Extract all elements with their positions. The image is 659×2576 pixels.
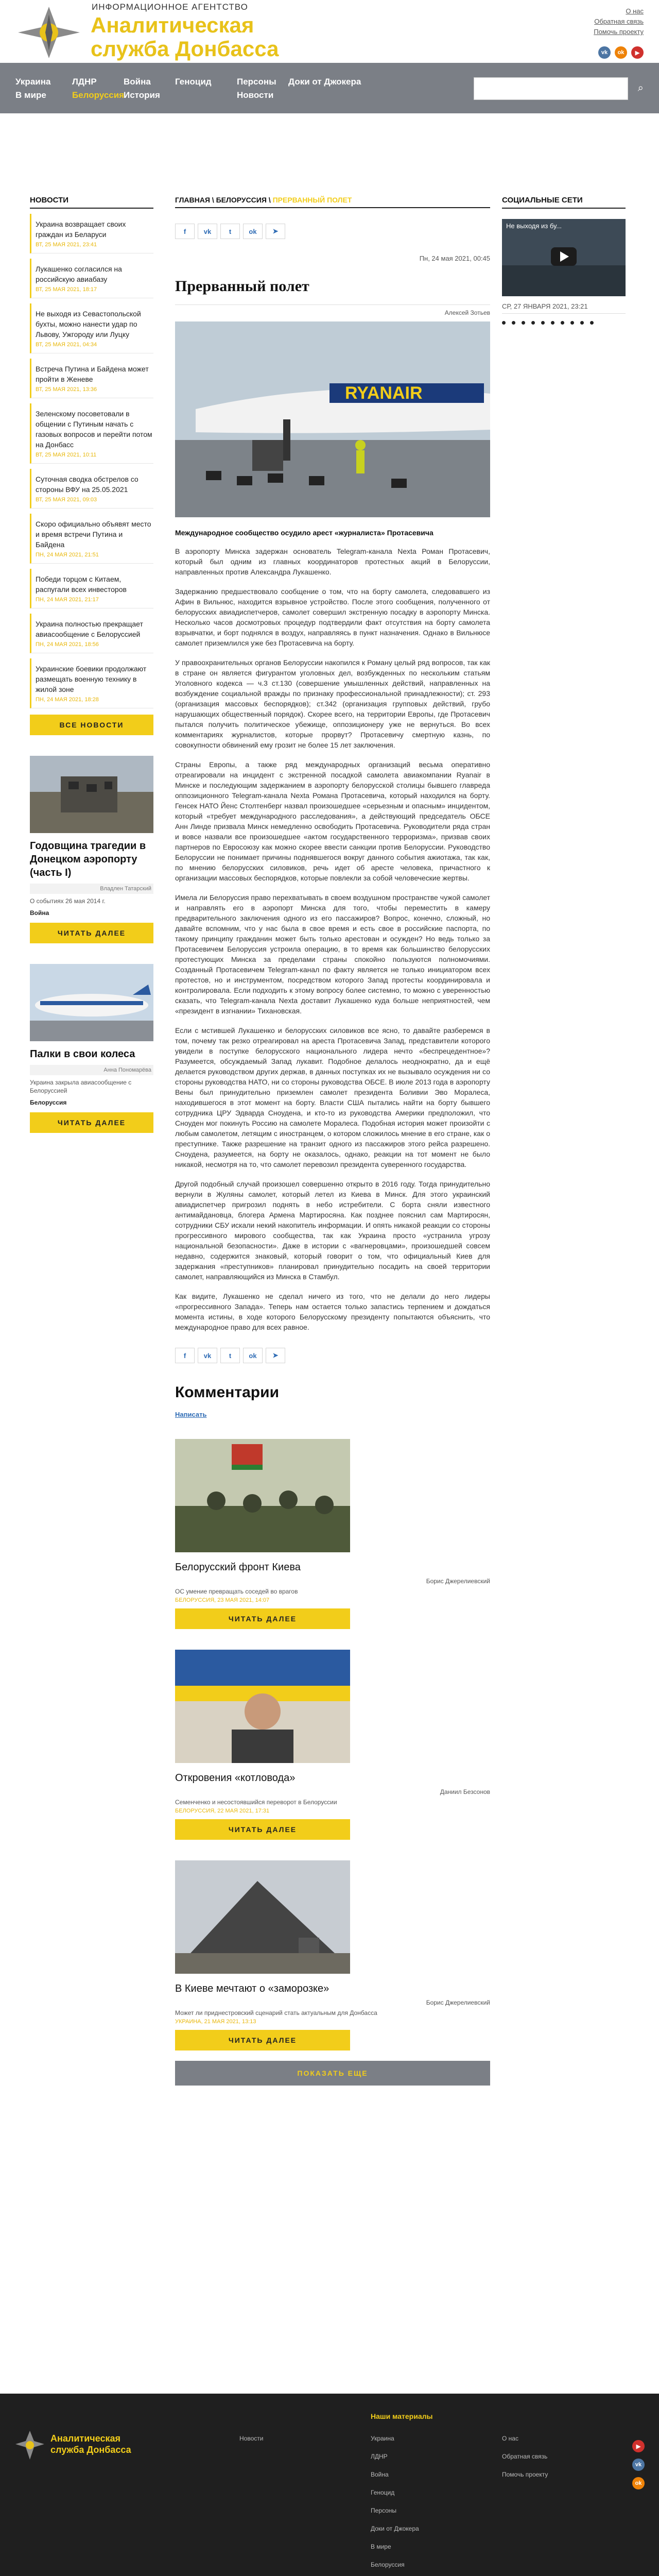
show-more-button[interactable]: ПОКАЗАТЬ ЕЩЕ: [175, 2061, 490, 2086]
footer-link[interactable]: Помочь проекту: [502, 2471, 548, 2478]
news-item-date: ПН, 24 МАЯ 2021, 18:56: [36, 641, 99, 648]
article-paragraph: В аэропорту Минска задержан основатель Telegram-канала Nexta Роман Протасевич, который был одним из главных координаторов протестных акций в Белоруссии, направленных против Александра Лукашенко.: [175, 547, 490, 576]
breadcrumb-home[interactable]: ГЛАВНАЯ: [175, 196, 210, 204]
nav-world[interactable]: В мире: [15, 90, 46, 100]
vk-icon[interactable]: vk: [198, 1348, 217, 1363]
article-paragraph: Другой подобный случай произошел совершенно открыто в 2016 году. Тогда принудительно вернули в Жуляны самолет, который летел из Киева в Минск. Для этого украинский авиадиспетчер пригрозил поднять в небо истребители. С борта сняли известного антимайдановца, блогера Армена Мартиросяна. Как позднее пояснил сам Мартиросян, сотрудники СБУ искали некий накопитель информации. И опять никакой реакции со стороны прогрессивного мирового сообщества, так как Украина просто «устранила угрозу национальной безопасности». Даже в истории с «вагнеровцами», произошедшей совсем недавно, содержится знаковый, который говорит о том, что официальный Киев для задержания «преступников» планировал принудительно посадить на своей территории самолет, направляющийся из Минска в Стамбул.: [175, 1180, 490, 1281]
news-sidebar: [30, 196, 153, 1133]
read-more-button[interactable]: ЧИТАТЬ ДАЛЕЕ: [30, 923, 153, 943]
card-tag[interactable]: Война: [30, 909, 49, 917]
related-text: ОС умение превращать соседей во врагов: [175, 1588, 298, 1595]
card-image[interactable]: [30, 964, 153, 1041]
divider: [175, 304, 490, 305]
card-author: Анна Пономарёва: [30, 1065, 153, 1075]
carousel-dot[interactable]: [580, 321, 584, 325]
footer-link[interactable]: Новости: [239, 2435, 264, 2442]
carousel-dot[interactable]: [541, 321, 545, 325]
ok-icon[interactable]: ok: [243, 1348, 263, 1363]
news-heading: НОВОСТИ: [30, 196, 153, 209]
article-body: [175, 546, 490, 1332]
card-text: О событиях 26 мая 2014 г.: [30, 897, 106, 905]
feedback-link[interactable]: Обратная связь: [594, 18, 644, 25]
nav-ldnr[interactable]: ЛДНР: [72, 77, 97, 87]
main-nav: [0, 63, 659, 113]
footer-materials-heading: Наши материалы: [371, 2412, 433, 2420]
article-paragraph: Страны Европы, а также ряд международных организаций весьма оперативно отреагировали на инцидент с экстренной посадкой самолета авиакомпании Ryanair в Минске и последующим задержанием в аэропорту белорусской столицы бывшего главреда оппозиционного Telegram-канала Nexta Романа Протасевича, который находился на борту. Генсек НАТО Йенс Столтенберг назвал произошедшее «серьезным и опасным» инцидентом, который «требует международного расследования», а действующий председатель ОБСЕ Анн Линде призвала Минск немедленно освободить Протасевича. Руководители ряда стран и вовсе назвали все произошедшее «актом государственного терроризма», призвав своих партнеров по Евросоюзу как можно скорее ввести санкции против Белоруссии. Руководство Белоруссии не понимает причины поднявшегося вокруг данного события ажиотажа, так как, по мнению белорусских силовиков, речь идет об аресте человека, причастного к организации массовых беспорядков, которые повлекли за собой человеческие жертвы.: [175, 760, 490, 882]
nav-war[interactable]: Война: [124, 77, 151, 87]
all-news-button[interactable]: ВСЕ НОВОСТИ: [30, 715, 153, 735]
footer-col-2: [371, 2430, 419, 2576]
agency-logo[interactable]: [15, 4, 82, 61]
ok-icon[interactable]: ok: [615, 46, 627, 59]
carousel-dot[interactable]: [502, 321, 506, 325]
article-paragraph: У правоохранительных органов Белоруссии накопился к Роману целый ряд вопросов, так как в стране он является фигурантом уголовных дел, возбужденных по нескольким статьям Уголовного кодекса — ч.3 ст.130 (совершение умышленных действий, направленных на возбуждение социальной вражды по признаку профессиональной принадлежности); ст. 293 (организация массовых беспорядков); ст.342 (организация групповых действий, грубо нарушающих общественный порядок). Скорее всего, на территории Европы, где Протасевич пытался получить политическое убежище, оппозиционеру уже не вернуться. Во всех комментариях журналистов, которые прорвут? Протасевичу смертную казнь, по совокупности обвинений ему грозит не более 15 лет заключения.: [175, 658, 490, 749]
agency-label: ИНФОРМАЦИОННОЕ АГЕНТСТВО: [92, 2, 248, 12]
twitter-icon[interactable]: t: [220, 224, 240, 239]
nav-belarus[interactable]: Белоруссия: [72, 90, 125, 100]
facebook-icon[interactable]: f: [175, 1348, 195, 1363]
card-tag[interactable]: Белоруссия: [30, 1099, 67, 1106]
news-item-date: ПН, 24 МАЯ 2021, 18:28: [36, 697, 99, 703]
card-author: Владлен Татарский: [30, 884, 153, 894]
vk-icon[interactable]: vk: [598, 46, 611, 59]
breadcrumb-separator: \: [268, 196, 273, 204]
news-item[interactable]: [30, 614, 153, 653]
donate-link[interactable]: Помочь проекту: [594, 28, 644, 36]
news-item-date: ВТ, 25 МАЯ 2021, 04:34: [36, 342, 97, 348]
news-item-date: ВТ, 25 МАЯ 2021, 18:17: [36, 286, 97, 293]
carousel-dot[interactable]: [551, 321, 554, 325]
vk-icon[interactable]: vk: [632, 2459, 645, 2471]
article-paragraph: Как видите, Лукашенко не сделал ничего из того, что не делали до него лидеры «прогрессивного Запада». Теперь нам остается только запастись терпением и дождаться момента истины, в ходе которого Белорусскому президенту попытаются объяснить, что международное право для всех равное.: [175, 1292, 490, 1331]
footer-link[interactable]: ЛДНР: [371, 2453, 388, 2460]
news-item[interactable]: [30, 514, 153, 564]
footer-logo[interactable]: [14, 2430, 148, 2461]
ok-icon[interactable]: ok: [632, 2477, 645, 2489]
article-title: Прерванный полет: [175, 278, 309, 295]
site-header: [0, 0, 659, 63]
youtube-icon[interactable]: ▶: [631, 46, 644, 59]
header-socials: [598, 46, 644, 59]
news-item-title[interactable]: Зеленскому посоветовали в общении с Путиным начать с газовых вопросов и перейти потом на Донбасс: [36, 410, 152, 449]
news-item-title[interactable]: Украина возвращает своих граждан из Беларуси: [36, 220, 126, 239]
footer-brand-line-2: служба Донбасса: [50, 2445, 131, 2455]
article-paragraph: Задержанию предшествовало сообщение о том, что на борту самолета, следовавшего из Афин в Вильнюс, находится взрывное устройство. После этого сообщения, полученного от белорусских авиадиспетчеров, самолет совершил экстренную посадку в аэропорту Минска. Несколько часов досмотровых процедур подтвердили факт отсутствия на борту самолета взрывчатки, и борт поднялся в воздух, направляясь в пункт назначения. Однако в Вильнюсе самолет приземлился уже без Протасевича на борту.: [175, 587, 490, 647]
card-image[interactable]: [30, 756, 153, 833]
related-text: Семенченко и несостоявшийся переворот в Белоруссии: [175, 1799, 337, 1806]
footer-link[interactable]: Война: [371, 2471, 389, 2478]
video-date: СР, 27 ЯНВАРЯ 2021, 23:21: [502, 302, 626, 314]
search-icon[interactable]: ⌕: [637, 82, 644, 94]
related-article: [175, 1439, 490, 1629]
news-item-title[interactable]: Украина полностью прекращает авиасообщение с Белоруссией: [36, 620, 143, 638]
about-link[interactable]: О нас: [626, 7, 644, 15]
carousel-dot[interactable]: [512, 321, 515, 325]
read-more-button[interactable]: ЧИТАТЬ ДАЛЕЕ: [175, 1819, 350, 1840]
write-comment-link[interactable]: Написать: [175, 1411, 207, 1418]
news-item[interactable]: [30, 403, 153, 464]
footer-link[interactable]: Геноцид: [371, 2489, 395, 2496]
news-item-date: ВТ, 25 МАЯ 2021, 23:41: [36, 242, 97, 248]
footer-link[interactable]: В мире: [371, 2543, 391, 2550]
carousel-dots: [502, 321, 626, 325]
footer-link[interactable]: Украина: [371, 2435, 394, 2442]
page-main: [0, 113, 659, 2394]
publish-date: Пн, 24 мая 2021, 00:45: [419, 255, 490, 262]
related-title[interactable]: Откровения «котловода»: [175, 1772, 296, 1784]
card-text: Украина закрыла авиасообщение с Белоруссией: [30, 1079, 132, 1094]
news-item-date: ВТ, 25 МАЯ 2021, 13:36: [36, 386, 97, 393]
news-item[interactable]: [30, 259, 153, 298]
share-buttons-bottom: [175, 1348, 490, 1363]
brand-line-2: служба Донбасса: [91, 37, 279, 61]
social-sidebar: [502, 196, 626, 325]
news-item[interactable]: [30, 469, 153, 509]
related-title[interactable]: В Киеве мечтают о «заморозке»: [175, 1983, 330, 1994]
video-title: Не выходя из бу...: [506, 222, 562, 230]
news-item-title[interactable]: Встреча Путина и Байдена может пройти в Женеве: [36, 365, 149, 383]
news-list: [30, 214, 153, 708]
footer-link[interactable]: Обратная связь: [502, 2453, 548, 2460]
footer-link[interactable]: Белоруссия: [371, 2561, 405, 2568]
related-image[interactable]: [175, 1650, 350, 1763]
carousel-dot[interactable]: [570, 321, 574, 325]
image-caption: Международное сообщество осудило арест «журналиста» Протасевича: [175, 529, 433, 537]
nav-news[interactable]: Новости: [237, 90, 274, 100]
news-item[interactable]: [30, 359, 153, 398]
video-embed[interactable]: [502, 219, 626, 296]
news-item-title[interactable]: Победи торцом с Китаем, распугали всех инвесторов: [36, 575, 127, 594]
news-item[interactable]: [30, 303, 153, 353]
facebook-icon[interactable]: f: [175, 224, 195, 239]
article-paragraph: Имела ли Белоруссия право перехватывать в своем воздушном пространстве чужой самолет и направлять его в аэропорт Минска для того, чтобы переместить в камеру предварительного заключения одного из его пассажиров? Вопрос, конечно, сложный, но давайте вспомним, что у нас была в свое время и есть свое в российские паспорта, по такому принципу гражданин может быть только арестован и осужден? Но ведь только за Протасевичем Белоруссия устроила операцию, в то время как большинство белорусских протестующих Минска за пределами страны спокойно пользуются полномочиями. Созданный Протасевичем Telegram-канал по факту является не только инициатором всех протестов, но и инструментом, посредством которого Запад протесты координировала и контролировала. Если подходить к этому вопросу более системно, то можно с уверенностью сказать, что Telegram-канала Nexta доставит Лукашенко куда больше неприятностей, чем «президент в изгнании» Тихановская.: [175, 893, 490, 1015]
telegram-icon[interactable]: ➤: [266, 1348, 285, 1363]
carousel-dot[interactable]: [531, 321, 535, 325]
nav-joker-docs[interactable]: Доки от Джокера: [288, 77, 361, 87]
brand-line-1: Аналитическая: [91, 13, 254, 37]
footer-link[interactable]: Персоны: [371, 2507, 397, 2514]
article-hero-image: [175, 321, 490, 517]
top-links: [594, 6, 644, 37]
related-image[interactable]: [175, 1439, 350, 1552]
brand-title[interactable]: [91, 13, 279, 61]
nav-genocide[interactable]: Геноцид: [175, 77, 212, 87]
breadcrumb-section[interactable]: БЕЛОРУССИЯ: [216, 196, 267, 204]
article: [175, 196, 490, 2086]
related-text: Может ли приднестровский сценарий стать актуальным для Донбасса: [175, 2009, 377, 2016]
card-title[interactable]: Годовщина трагедии в Донецком аэропорту (часть I): [30, 840, 146, 878]
news-item-title[interactable]: Скоро официально объявят место и время встречи Путина и Байдена: [36, 520, 151, 549]
footer-socials: [632, 2440, 645, 2489]
nav-persons[interactable]: Персоны: [237, 77, 276, 87]
article-author[interactable]: Алексей Зотьев: [444, 309, 490, 316]
youtube-icon[interactable]: ▶: [632, 2440, 645, 2452]
sidebar-card-1: [30, 756, 153, 943]
read-more-button[interactable]: ЧИТАТЬ ДАЛЕЕ: [175, 2030, 350, 2050]
read-more-button[interactable]: ЧИТАТЬ ДАЛЕЕ: [30, 1112, 153, 1133]
read-more-button[interactable]: ЧИТАТЬ ДАЛЕЕ: [175, 1608, 350, 1629]
breadcrumb: [175, 196, 490, 208]
related-author: Борис Джерелиевский: [426, 1999, 490, 2006]
news-item-date: ПН, 24 МАЯ 2021, 21:17: [36, 597, 99, 603]
footer-logo-icon: [14, 2430, 45, 2461]
carousel-dot[interactable]: [522, 321, 525, 325]
svg-text:RYANAIR: RYANAIR: [345, 383, 423, 403]
footer-col-3: [502, 2430, 548, 2484]
card-title[interactable]: Палки в свои колеса: [30, 1048, 135, 1060]
related-tag[interactable]: БЕЛОРУССИЯ, 23 МАЯ 2021, 14:07: [175, 1597, 270, 1603]
share-buttons-top: [175, 224, 490, 239]
news-item-date: ВТ, 25 МАЯ 2021, 10:11: [36, 452, 97, 458]
news-item[interactable]: [30, 658, 153, 708]
footer-link[interactable]: Доки от Джокера: [371, 2525, 419, 2532]
related-tag[interactable]: УКРАИНА, 21 МАЯ 2021, 13:13: [175, 2019, 256, 2025]
news-item[interactable]: [30, 214, 153, 253]
carousel-dot[interactable]: [561, 321, 564, 325]
related-article: [175, 1650, 490, 1840]
news-item[interactable]: [30, 569, 153, 608]
related-tag[interactable]: БЕЛОРУССИЯ, 22 МАЯ 2021, 17:31: [175, 1808, 270, 1814]
comments-heading: Комментарии: [175, 1384, 280, 1401]
news-item-title[interactable]: Не выходя из Севастопольской бухты, можно нанести удар по Львову, Ужгороду или Луцку: [36, 310, 141, 338]
news-item-date: ПН, 24 МАЯ 2021, 21:51: [36, 552, 99, 558]
news-item-date: ВТ, 25 МАЯ 2021, 09:03: [36, 497, 97, 503]
news-item-title[interactable]: Украинские боевики продолжают размещать военную технику в жилой зоне: [36, 665, 147, 693]
article-paragraph: Если с мстившей Лукашенко и белорусских силовиков все ясно, то давайте разберемся в том, почему так резко отреагировал на ареста Протасевича Запад, представители которого увидели в поступке белорусского национального лидера нечто «беспрецедентное»? Разумеется, обсуждаемый Запад лукавит. Подобное делалось неоднократно, да и ещё делается руководством других держав, в данных поступках их не вызывало осуждения ни со стороны руководства НАТО, ни со стороны руководства ОБСЕ. В июле 2013 года в аэропорту Вены был принудительно приземлен самолет президента Боливии Эво Моралеса, находившегося в этот момент на борту. Власти США пытались найти на борту бывшего сотрудника ЦРУ Эдварда Сноудена, и кто-то из руководства Америки предположил, что Сноуден мог покинуть Россию на самолете Моралеса. Подобная история может произойти с любым самолетом, летящим с иностранцем, о котором сложилось мнение в его стране, как о преступнике. Также разрешение на транзит одного из пассажиров этого рейса разрешено. Сноудена, разумеется, на борту не оказалось, однако, реакции на тот момент не было никакой, несмотря на то, что самолет перевозил президента суверенного государства.: [175, 1026, 490, 1168]
nav-spacer: [175, 90, 237, 101]
vk-icon[interactable]: vk: [198, 224, 217, 239]
social-heading: СОЦИАЛЬНЫЕ СЕТИ: [502, 196, 626, 209]
nav-spacer-2: [288, 90, 407, 101]
ok-icon[interactable]: ok: [243, 224, 263, 239]
news-item-title[interactable]: Лукашенко согласился на российскую авиабазу: [36, 265, 122, 283]
sidebar-card-2: [30, 964, 153, 1133]
nav-history[interactable]: История: [124, 90, 160, 100]
site-footer: [0, 2394, 659, 2576]
carousel-dot[interactable]: [590, 321, 594, 325]
news-item-title[interactable]: Суточная сводка обстрелов со стороны ВФУ на 25.05.2021: [36, 475, 138, 494]
breadcrumb-current: ПРЕРВАННЫЙ ПОЛЕТ: [272, 196, 352, 204]
nav-ukraine[interactable]: Украина: [15, 77, 51, 87]
footer-link[interactable]: [371, 2574, 419, 2576]
search-input[interactable]: [474, 77, 628, 100]
related-title[interactable]: Белорусский фронт Киева: [175, 1562, 301, 1573]
related-author: Борис Джерелиевский: [426, 1578, 490, 1585]
breadcrumb-separator: \: [212, 196, 216, 204]
footer-link[interactable]: О нас: [502, 2435, 518, 2442]
related-image[interactable]: [175, 1860, 350, 1974]
related-author: Даниил Безсонов: [440, 1788, 490, 1795]
footer-col-1: [239, 2430, 263, 2448]
twitter-icon[interactable]: t: [220, 1348, 240, 1363]
related-article: [175, 1860, 490, 2050]
footer-brand-line-1: Аналитическая: [50, 2433, 121, 2444]
telegram-icon[interactable]: ➤: [266, 224, 285, 239]
